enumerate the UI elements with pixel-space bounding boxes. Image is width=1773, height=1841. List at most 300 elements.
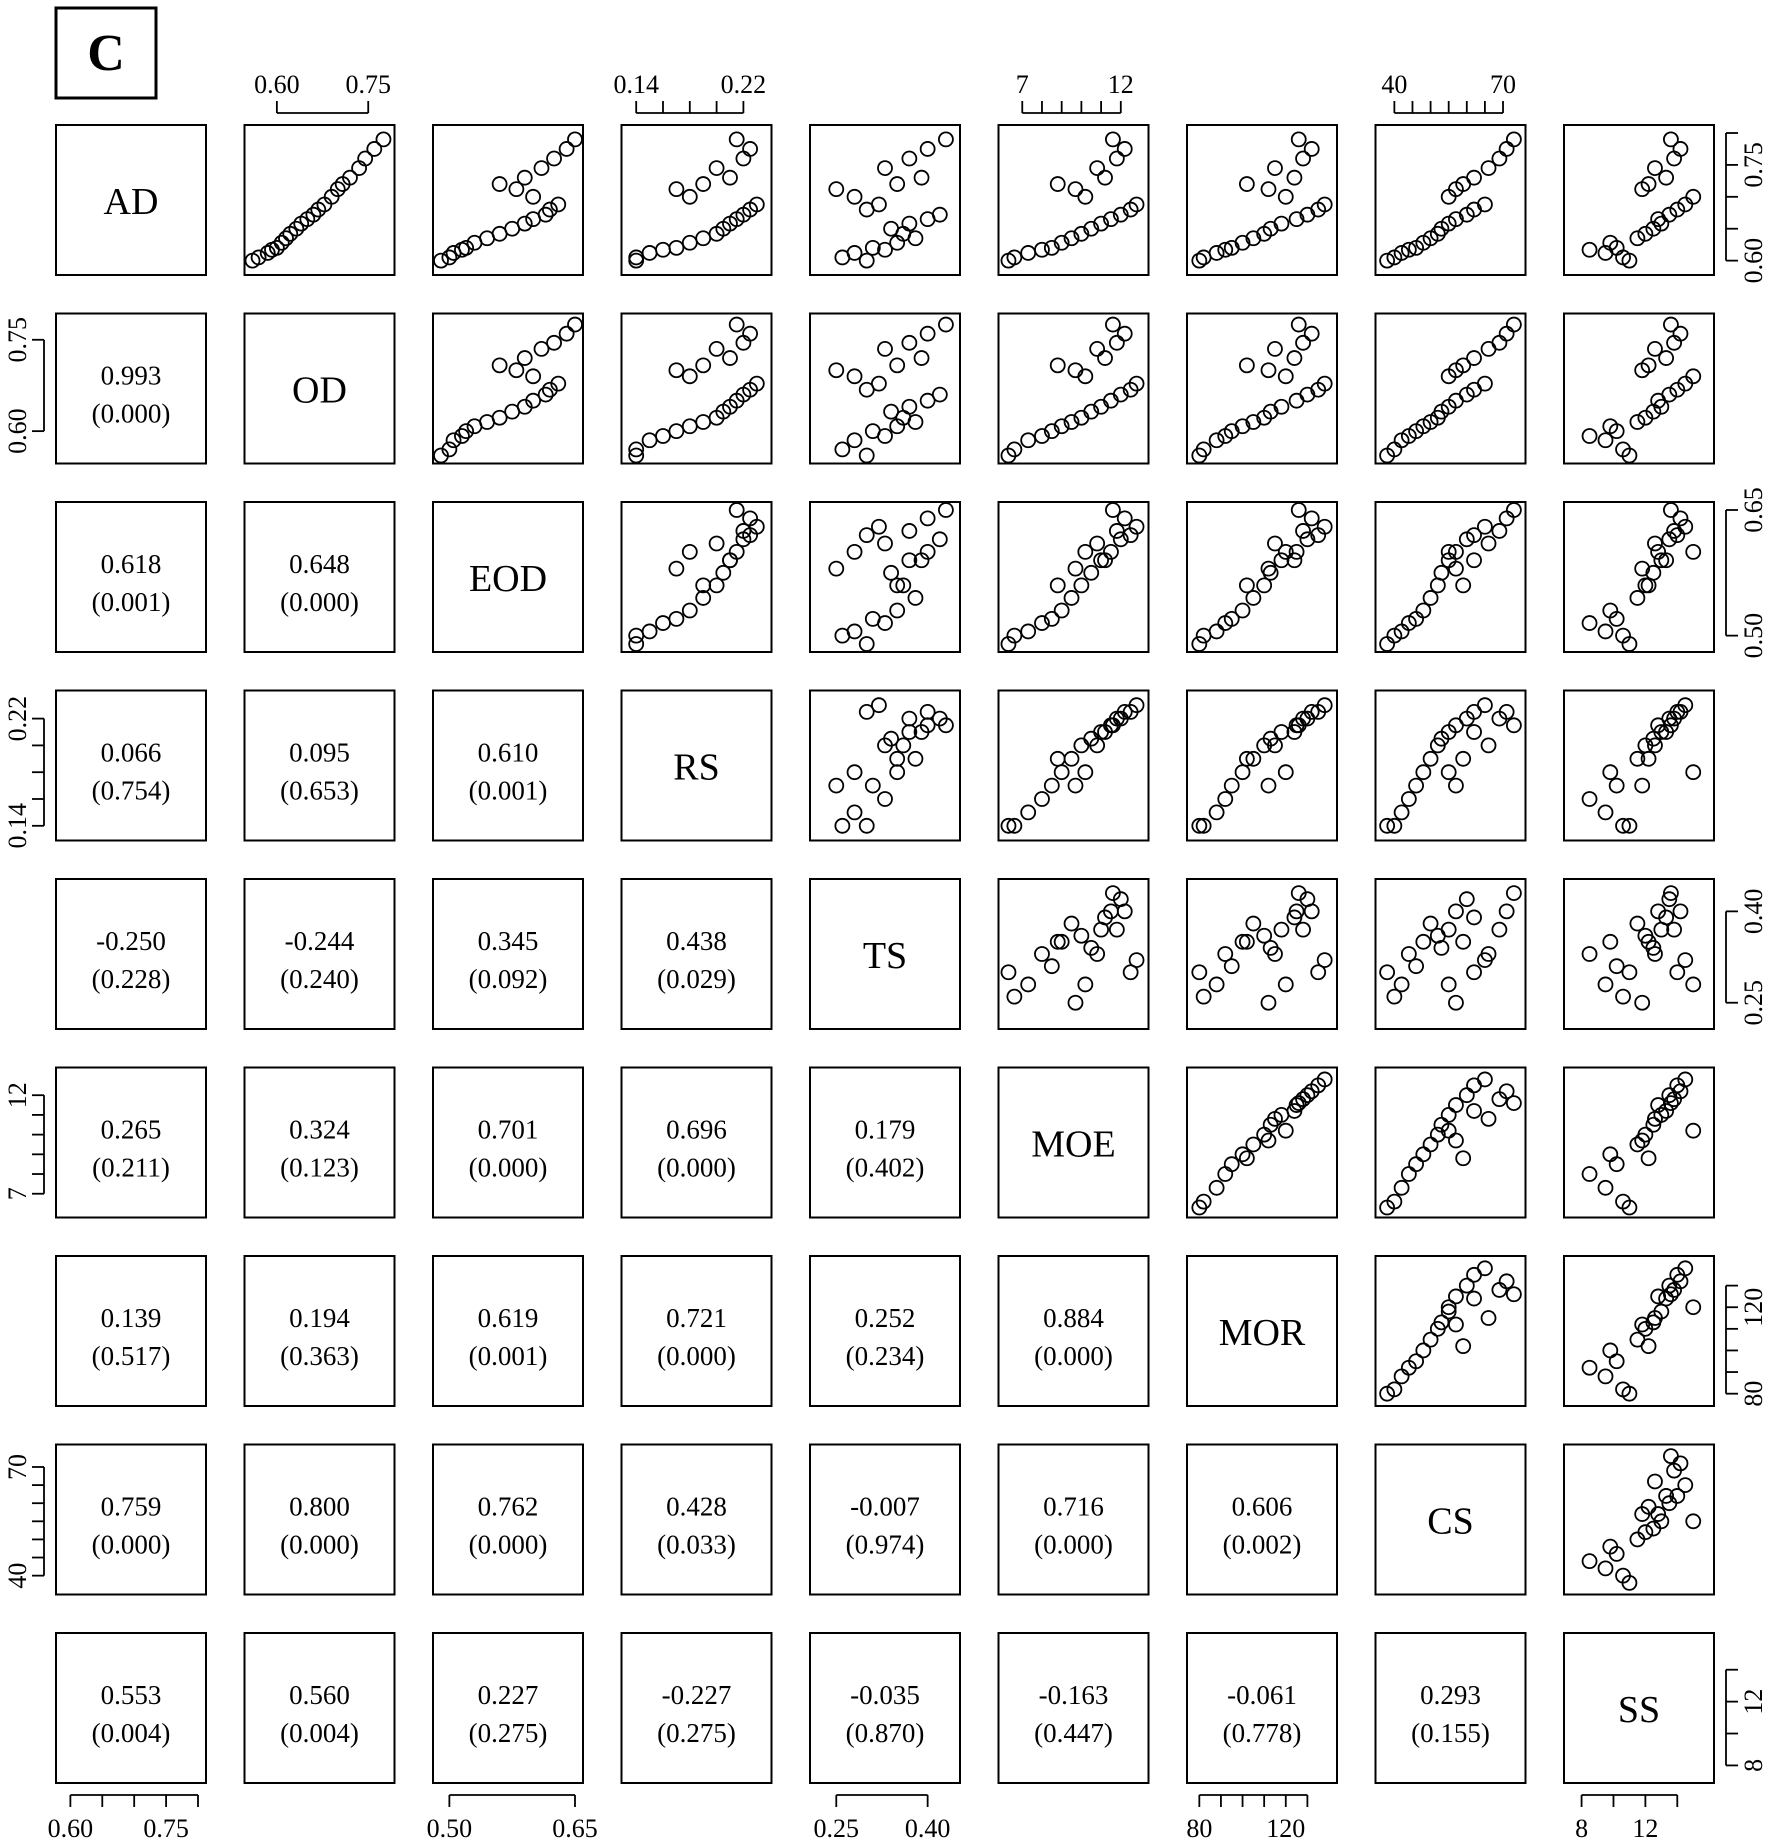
p-value: (0.029) [657,964,736,994]
correlation-value: 0.721 [666,1303,727,1333]
data-point [560,327,574,341]
p-value: (0.275) [657,1718,736,1748]
data-point [1424,752,1438,766]
data-point [921,511,935,525]
tick-label: 120 [1266,1814,1306,1841]
data-point [1055,604,1069,618]
data-point [1021,977,1035,991]
data-point [696,415,710,429]
correlation-value: 0.293 [1420,1680,1481,1710]
y-axis-mor [1726,1286,1768,1407]
data-point [1638,578,1652,592]
panel-ad-mor [1187,125,1337,275]
data-point [884,222,898,236]
data-point [1622,965,1636,979]
panel-frame [999,879,1149,1029]
data-point [829,779,843,793]
data-point [683,604,697,618]
data-point [1678,1478,1692,1492]
data-point [1599,977,1613,991]
data-point [1246,917,1260,931]
panel-rs-ad [56,691,206,841]
p-value: (0.000) [657,1152,736,1183]
data-point [683,419,697,433]
data-point [1402,1167,1416,1181]
p-value: (0.000) [468,1529,548,1560]
data-point [848,190,862,204]
panel-label: C [87,25,125,82]
panel-cs-rs [622,1445,772,1595]
data-point [629,637,643,651]
data-point [736,336,750,350]
data-point [710,161,724,175]
data-point [1098,351,1112,365]
data-point [1051,752,1065,766]
panel-ts-rs [622,879,772,1029]
x-axis-ts [814,1795,951,1841]
data-point [1424,591,1438,605]
panel-cs-ss [1564,1445,1714,1595]
data-point [1654,217,1668,231]
correlation-value: 0.618 [100,549,162,579]
panel-ts-ts [810,879,960,1029]
data-point [723,351,737,365]
data-point [1583,429,1597,443]
data-point [1664,132,1678,146]
y-axis-od [3,317,44,454]
tick-label: 0.60 [1739,237,1768,284]
data-point [1467,910,1481,924]
data-point [568,132,582,146]
panel-moe-rs [622,1068,772,1218]
panel-rs-moe [999,691,1149,841]
data-point [1507,132,1521,146]
data-point [1686,1124,1700,1138]
panel-ss-ss [1564,1633,1714,1783]
data-point [1460,892,1474,906]
data-point [1616,990,1630,1004]
data-point [1279,1124,1293,1138]
data-point [1210,246,1224,260]
data-point [1240,358,1254,372]
data-point [1449,1134,1463,1148]
correlation-value: 0.095 [289,737,350,768]
data-point [1664,318,1678,332]
panel-rs-cs [1376,691,1526,841]
tick-label: 0.40 [904,1814,951,1841]
data-point [1409,959,1423,973]
data-point [1662,532,1676,546]
panel-eod-eod [433,502,583,652]
data-point [1305,511,1319,525]
tick-label: 12 [1632,1814,1659,1841]
panel-ad-moe [999,125,1149,275]
tick-label: 0.60 [3,408,32,454]
tick-label: 0.65 [552,1814,598,1841]
p-value: (0.402) [845,1152,925,1183]
data-point [736,152,750,166]
panel-eod-ad [56,502,206,652]
data-point [939,318,953,332]
panel-ad-ad [56,125,206,275]
p-value: (0.974) [845,1529,925,1560]
data-point [1673,511,1687,525]
data-point [848,433,862,447]
tick-label: 0.14 [613,70,659,99]
data-point [1500,327,1514,341]
panel-moe-ts [810,1068,960,1218]
p-value: (0.001) [468,1341,548,1371]
data-point [1090,161,1104,175]
correlation-value: 0.553 [100,1680,162,1710]
panel-mor-mor [1187,1256,1337,1406]
panel-frame [810,691,960,841]
data-point [1268,342,1282,356]
data-point [1045,779,1059,793]
data-point [848,805,862,819]
p-value: (0.000) [280,587,359,617]
data-point [1500,904,1514,918]
data-point [1442,1108,1456,1122]
data-point [1279,369,1293,383]
p-value: (0.000) [91,398,171,429]
data-point [1078,765,1092,779]
data-point [1442,765,1456,779]
data-point [1603,765,1617,779]
data-point [1478,1072,1492,1086]
data-point [1442,923,1456,937]
data-point [1218,1167,1232,1181]
panel-ad-cs [1376,125,1526,275]
data-point [1084,566,1098,580]
data-point [1068,996,1082,1010]
correlation-value: 0.438 [666,926,727,956]
correlation-value: 0.560 [289,1680,350,1710]
panel-moe-mor [1187,1068,1337,1218]
data-point [1478,520,1492,534]
panel-ts-ss [1564,879,1714,1029]
panel-eod-ss [1564,502,1714,652]
data-point [1642,1339,1656,1353]
panel-eod-moe [999,502,1149,652]
correlation-value: 0.606 [1231,1491,1293,1522]
data-point [915,171,929,185]
data-point [1456,1151,1470,1165]
data-point [1610,1354,1624,1368]
correlation-value: -0.227 [661,1680,732,1710]
data-point [1673,904,1687,918]
data-point [939,132,953,146]
data-point [1686,765,1700,779]
p-value: (0.000) [91,1529,171,1560]
p-value: (0.004) [91,1718,171,1748]
data-point [683,369,697,383]
data-point [683,236,697,250]
panel-cs-moe [999,1445,1149,1595]
data-point [835,442,849,456]
data-point [1110,152,1124,166]
p-value: (0.870) [845,1718,925,1748]
data-point [1670,528,1684,542]
data-point [1583,1361,1597,1375]
y-axis-ts [1726,889,1768,1026]
correlation-value: -0.061 [1227,1680,1297,1710]
data-point [1492,336,1506,350]
data-point [1268,537,1282,551]
data-point [723,171,737,185]
data-point [1318,953,1332,967]
variable-label: SS [1617,1689,1661,1731]
variable-label: OD [292,369,347,412]
data-point [1001,965,1015,979]
data-point [1118,142,1132,156]
data-point [1648,342,1662,356]
p-value: (0.123) [280,1152,359,1183]
tick-label: 70 [1490,70,1517,99]
p-value: (0.275) [468,1718,548,1748]
data-point [1662,388,1676,402]
data-point [1500,1274,1514,1288]
correlation-value: 0.716 [1043,1491,1104,1522]
data-point [669,612,683,626]
correlation-value: 0.179 [854,1114,916,1145]
data-point [902,524,916,538]
panel-rs-od [245,691,395,841]
tick-label: 0.65 [1739,487,1768,533]
data-point [710,342,724,356]
data-point [1068,562,1082,576]
data-point [890,177,904,191]
data-point [1599,624,1613,638]
data-point [1074,738,1088,752]
p-value: (0.517) [91,1341,171,1371]
variable-label: MOE [1031,1123,1116,1166]
data-point [1305,904,1319,918]
correlation-value: 0.759 [100,1491,162,1522]
tick-label: 7 [3,1187,32,1201]
data-point [730,132,744,146]
data-point [1261,996,1275,1010]
data-point [629,250,643,264]
variable-label: MOR [1218,1312,1306,1354]
tick-label: 80 [1186,1814,1213,1841]
data-point [1261,562,1275,576]
data-point [1442,553,1456,567]
tick-label: 8 [1575,1814,1589,1841]
data-point [1583,616,1597,630]
data-point [656,243,670,257]
data-point [1065,917,1079,931]
data-point [1098,171,1112,185]
data-point [1021,246,1035,260]
panel-cs-ts [810,1445,960,1595]
data-point [1192,254,1206,268]
p-value: (0.001) [468,775,548,806]
p-value: (0.778) [1222,1718,1302,1748]
data-point [1210,433,1224,447]
data-point [908,752,922,766]
data-point [890,604,904,618]
panel-ts-mor [1187,879,1337,1029]
data-point [1090,537,1104,551]
data-point [1492,524,1506,538]
tick-label: 12 [1739,1688,1768,1715]
data-point [1686,1514,1700,1528]
correlation-value: 0.265 [100,1114,162,1145]
panel-rs-ts [810,691,960,841]
data-point [1686,977,1700,991]
data-point [1583,947,1597,961]
data-point [1599,1369,1613,1383]
data-point [1630,415,1644,429]
data-point [1409,779,1423,793]
p-value: (0.754) [91,775,171,806]
correlation-value: 0.227 [477,1680,539,1710]
data-point [669,182,683,196]
data-point [696,231,710,245]
data-point [866,612,880,626]
data-point [1642,1151,1656,1165]
panel-mor-ss [1564,1256,1714,1406]
data-point [915,351,929,365]
data-point [1051,358,1065,372]
data-point [656,616,670,630]
data-point [629,254,643,268]
correlation-value: 0.648 [289,549,350,579]
data-point [1274,725,1288,739]
data-point [447,433,461,447]
data-point [1051,578,1065,592]
p-value: (0.447) [1034,1718,1113,1748]
data-point [890,765,904,779]
data-point [848,369,862,383]
data-point [493,177,507,191]
variable-label: CS [1427,1500,1474,1543]
data-point [1610,779,1624,793]
data-point [1478,1261,1492,1275]
tick-label: 40 [1381,70,1408,99]
panel-ts-ad [56,879,206,1029]
correlation-value: -0.007 [850,1491,920,1522]
data-point [872,698,886,712]
correlation-value: 0.701 [477,1114,539,1145]
y-axis-cs [3,1454,44,1589]
data-point [669,363,683,377]
data-point [1449,779,1463,793]
data-point [933,532,947,546]
panel-ad-ss [1564,125,1714,275]
data-point [1599,805,1613,819]
data-point [1507,503,1521,517]
data-point [1402,792,1416,806]
data-point [902,400,916,414]
panel-od-ad [56,314,206,464]
data-point [1599,1181,1613,1195]
data-point [866,779,880,793]
data-point [1482,1112,1496,1126]
data-point [1456,1339,1470,1353]
panel-ss-rs [622,1633,772,1783]
data-point [902,152,916,166]
variable-label: TS [862,935,908,977]
data-point [518,217,532,231]
data-point [1074,578,1088,592]
correlation-value: 0.884 [1043,1303,1104,1333]
data-point [1416,935,1430,949]
data-point [1395,1181,1409,1195]
tick-label: 0.50 [426,1814,473,1841]
data-point [1287,171,1301,185]
data-point [1240,177,1254,191]
data-point [860,637,874,651]
panel-eod-cs [1376,502,1526,652]
panel-mor-ad [56,1256,206,1406]
data-point [1648,1474,1662,1488]
panel-eod-mor [1187,502,1337,652]
data-point [939,503,953,517]
data-point [1678,953,1692,967]
correlation-value: 0.428 [666,1491,727,1522]
data-point [1670,203,1684,217]
data-point [1449,562,1463,576]
panel-moe-ss [1564,1068,1714,1218]
data-point [526,369,540,383]
data-point [1035,792,1049,806]
panel-ts-cs [1376,879,1526,1029]
data-point [1296,336,1310,350]
data-point [908,591,922,605]
data-point [1642,578,1656,592]
data-point [1467,965,1481,979]
data-point [1395,805,1409,819]
variable-label: EOD [468,558,548,600]
p-value: (0.001) [91,587,171,617]
data-point [1296,524,1310,538]
p-value: (0.211) [92,1152,170,1183]
data-point [1434,566,1448,580]
tick-label: 0.25 [1739,979,1768,1026]
data-point [1395,1369,1409,1383]
data-point [902,217,916,231]
data-point [1507,886,1521,900]
data-point [835,819,849,833]
data-point [1603,1147,1617,1161]
data-point [1268,161,1282,175]
data-point [730,503,744,517]
data-point [1507,718,1521,732]
data-point [1130,953,1144,967]
panel-ad-eod [433,125,583,275]
data-point [1648,537,1662,551]
data-point [568,318,582,332]
p-value: (0.033) [657,1529,736,1560]
p-value: (0.234) [845,1341,925,1371]
data-point [1261,779,1275,793]
data-point [1456,578,1470,592]
panel-eod-rs [622,502,772,652]
tick-label: 12 [3,1082,32,1109]
y-axis-ad [1726,133,1768,283]
p-value: (0.653) [280,775,359,806]
panel-rs-eod [433,691,583,841]
tick-label: 7 [1015,70,1029,99]
tick-label: 0.60 [47,1814,94,1841]
tick-label: 120 [1739,1287,1768,1327]
tick-label: 0.75 [3,317,32,363]
data-point [1648,161,1662,175]
data-point [683,545,697,559]
data-point [710,537,724,551]
